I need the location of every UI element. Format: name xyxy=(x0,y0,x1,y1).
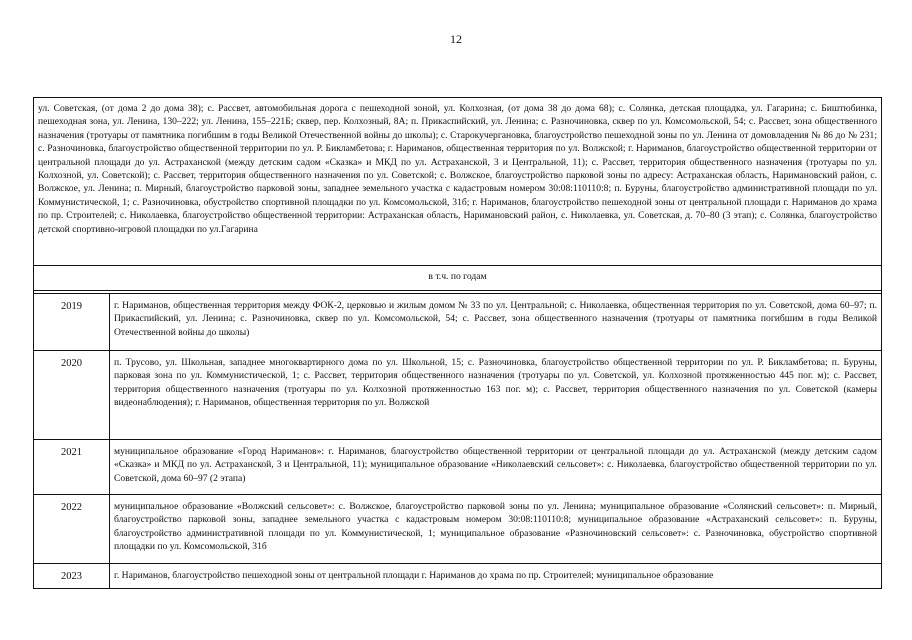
description-cell: п. Трусово, ул. Школьная, западнее многоквартирного дома по ул. Школьной, 15; с. Разночиновка, благоустройство общественной территории по ул. Р. Бикламбетова; п. Буруны, парковая зона по ул. Коммунистической, 1; с. Рассвет, территория общественного назначения (тротуары по ул. Советской, ул. Колхозной протяженностью 445 пог. м); с. Рассвет, территория общественного назначения (тротуары по ул. Колхозной протяженностью 163 пог. м); с. Рассвет, территория общественного назначения по ул. Советской (камеры видеонаблюдения); г. Нариманов, общественная территория по ул. Волжской xyxy=(110,351,882,440)
intro-text: ул. Советская, (от дома 2 до дома 38); с. Рассвет, автомобильная дорога с пешеходной зоной, ул. Колхозная, (от дома 38 до дома 68); с. Солянка, детская площадка, ул. Гагарина; с. Биштюбинка, пешеходная зона, ул. Ленина, 130–222; ул. Ленина, 155–221Б; сквер, пер. Колхозный, 8А; п. Прикаспийский, ул. Ленина; с. Разночиновка, сквер по ул. Комсомольской, 54; с. Рассвет, зона общественного назначения (тротуары от памятника погибшим в годы Великой Отечественной войны до школы); с. Старокучергановка, благоустройство пешеходной зоны по ул. Ленина от домовладения № 86 до № 231; с. Разночиновка, благоустройство общественной территории по ул. Р. Бикламбетова; г. Нариманов, общественная территория по ул. Волжской; г. Нариманов, благоустройство общественной территории от центральной площади до ул. Астраханской (между детским садом «Сказка» и МКД по ул. Астраханской, 3 и Центральной, 11); с. Рассвет, территория общественного назначения (тротуары по ул. Колхозной, ул. Советской); с. Рассвет, территория общественного назначения по ул. Советской; с. Волжское, благоустройство парковой зоны по адресу: Астраханская область, Наримановский район, с. Волжское, ул. Ленина; п. Мирный, благоустройство парковой зоны, западнее земельного участка с кадастровым номером 30:08:110110:8; п. Буруны, благоустройство административной площади по ул. Коммунистической, 1; с. Разночиновка, обустройство спортивной площадки по ул. Комсомольской, 31б; г. Нариманов, благоустройство пешеходной зоны от центральной площади г. Нариманов до храма по пр. Строителей; с. Николаевка, благоустройство общественной территории: Астраханская область, Наримановский район, с. Николаевка, ул. Советская, д. 70–80 (3 этап); с. Солянка, благоустройство детской спортивно-игровой площадки по ул.Гагарина xyxy=(34,98,882,266)
document-table xyxy=(33,97,882,589)
intro-row xyxy=(34,98,882,266)
table-row xyxy=(34,495,882,564)
table-row xyxy=(34,294,882,351)
description-cell: муниципальное образование «Волжский сельсовет»: с. Волжское, благоустройство парковой зоны по ул. Ленина; муниципальное образование «Солянский сельсовет»: п. Мирный, благоустройство парковой зоны, западнее земельного участка с кадастровым номером 30:08:110110:8; муниципальное образование «Астраханский сельсовет»: п. Буруны, благоустройство административной площади по ул. Коммунистической, 1; муниципальное образование «Разночиновский сельсовет»: с. Разночиновка, обустройство спортивной площадки по ул. Комсомольской, 31б xyxy=(110,495,882,564)
description-cell: г. Нариманов, общественная территория между ФОК-2, церковью и жилым домом № 33 по ул. Центральной; с. Николаевка, общественная территория по ул. Советской, дома 60–97; п. Прикаспийский, ул. Ленина; с. Разночиновка, сквер по ул. Комсомольской, 54; с. Рассвет, зона общественного назначения (тротуары от памятника погибшим в годы Великой Отечественной войны до школы) xyxy=(110,294,882,351)
page-number: 12 xyxy=(450,32,462,46)
subheader-row xyxy=(34,266,882,291)
table-row xyxy=(34,351,882,440)
table-row xyxy=(34,564,882,589)
year-cell: 2019 xyxy=(34,294,110,351)
table-row xyxy=(34,440,882,495)
by-years-subheader: в т.ч. по годам xyxy=(34,266,882,291)
year-cell: 2023 xyxy=(34,564,110,589)
year-cell: 2021 xyxy=(34,440,110,495)
year-cell: 2022 xyxy=(34,495,110,564)
description-cell: г. Нариманов, благоустройство пешеходной зоны от центральной площади г. Нариманов до храма по пр. Строителей; муниципальное образование xyxy=(110,564,882,589)
year-cell: 2020 xyxy=(34,351,110,440)
description-cell: муниципальное образование «Город Нариманов»: г. Нариманов, благоустройство общественной территории от центральной площади до ул. Астраханской (между детским садом «Сказка» и МКД по ул. Астраханской, 3 и Центральной, 11); муниципальное образование «Николаевский сельсовет»: с. Николаевка, благоустройство общественной территории по ул. Советской, дома 60–97 (2 этапа) xyxy=(110,440,882,495)
